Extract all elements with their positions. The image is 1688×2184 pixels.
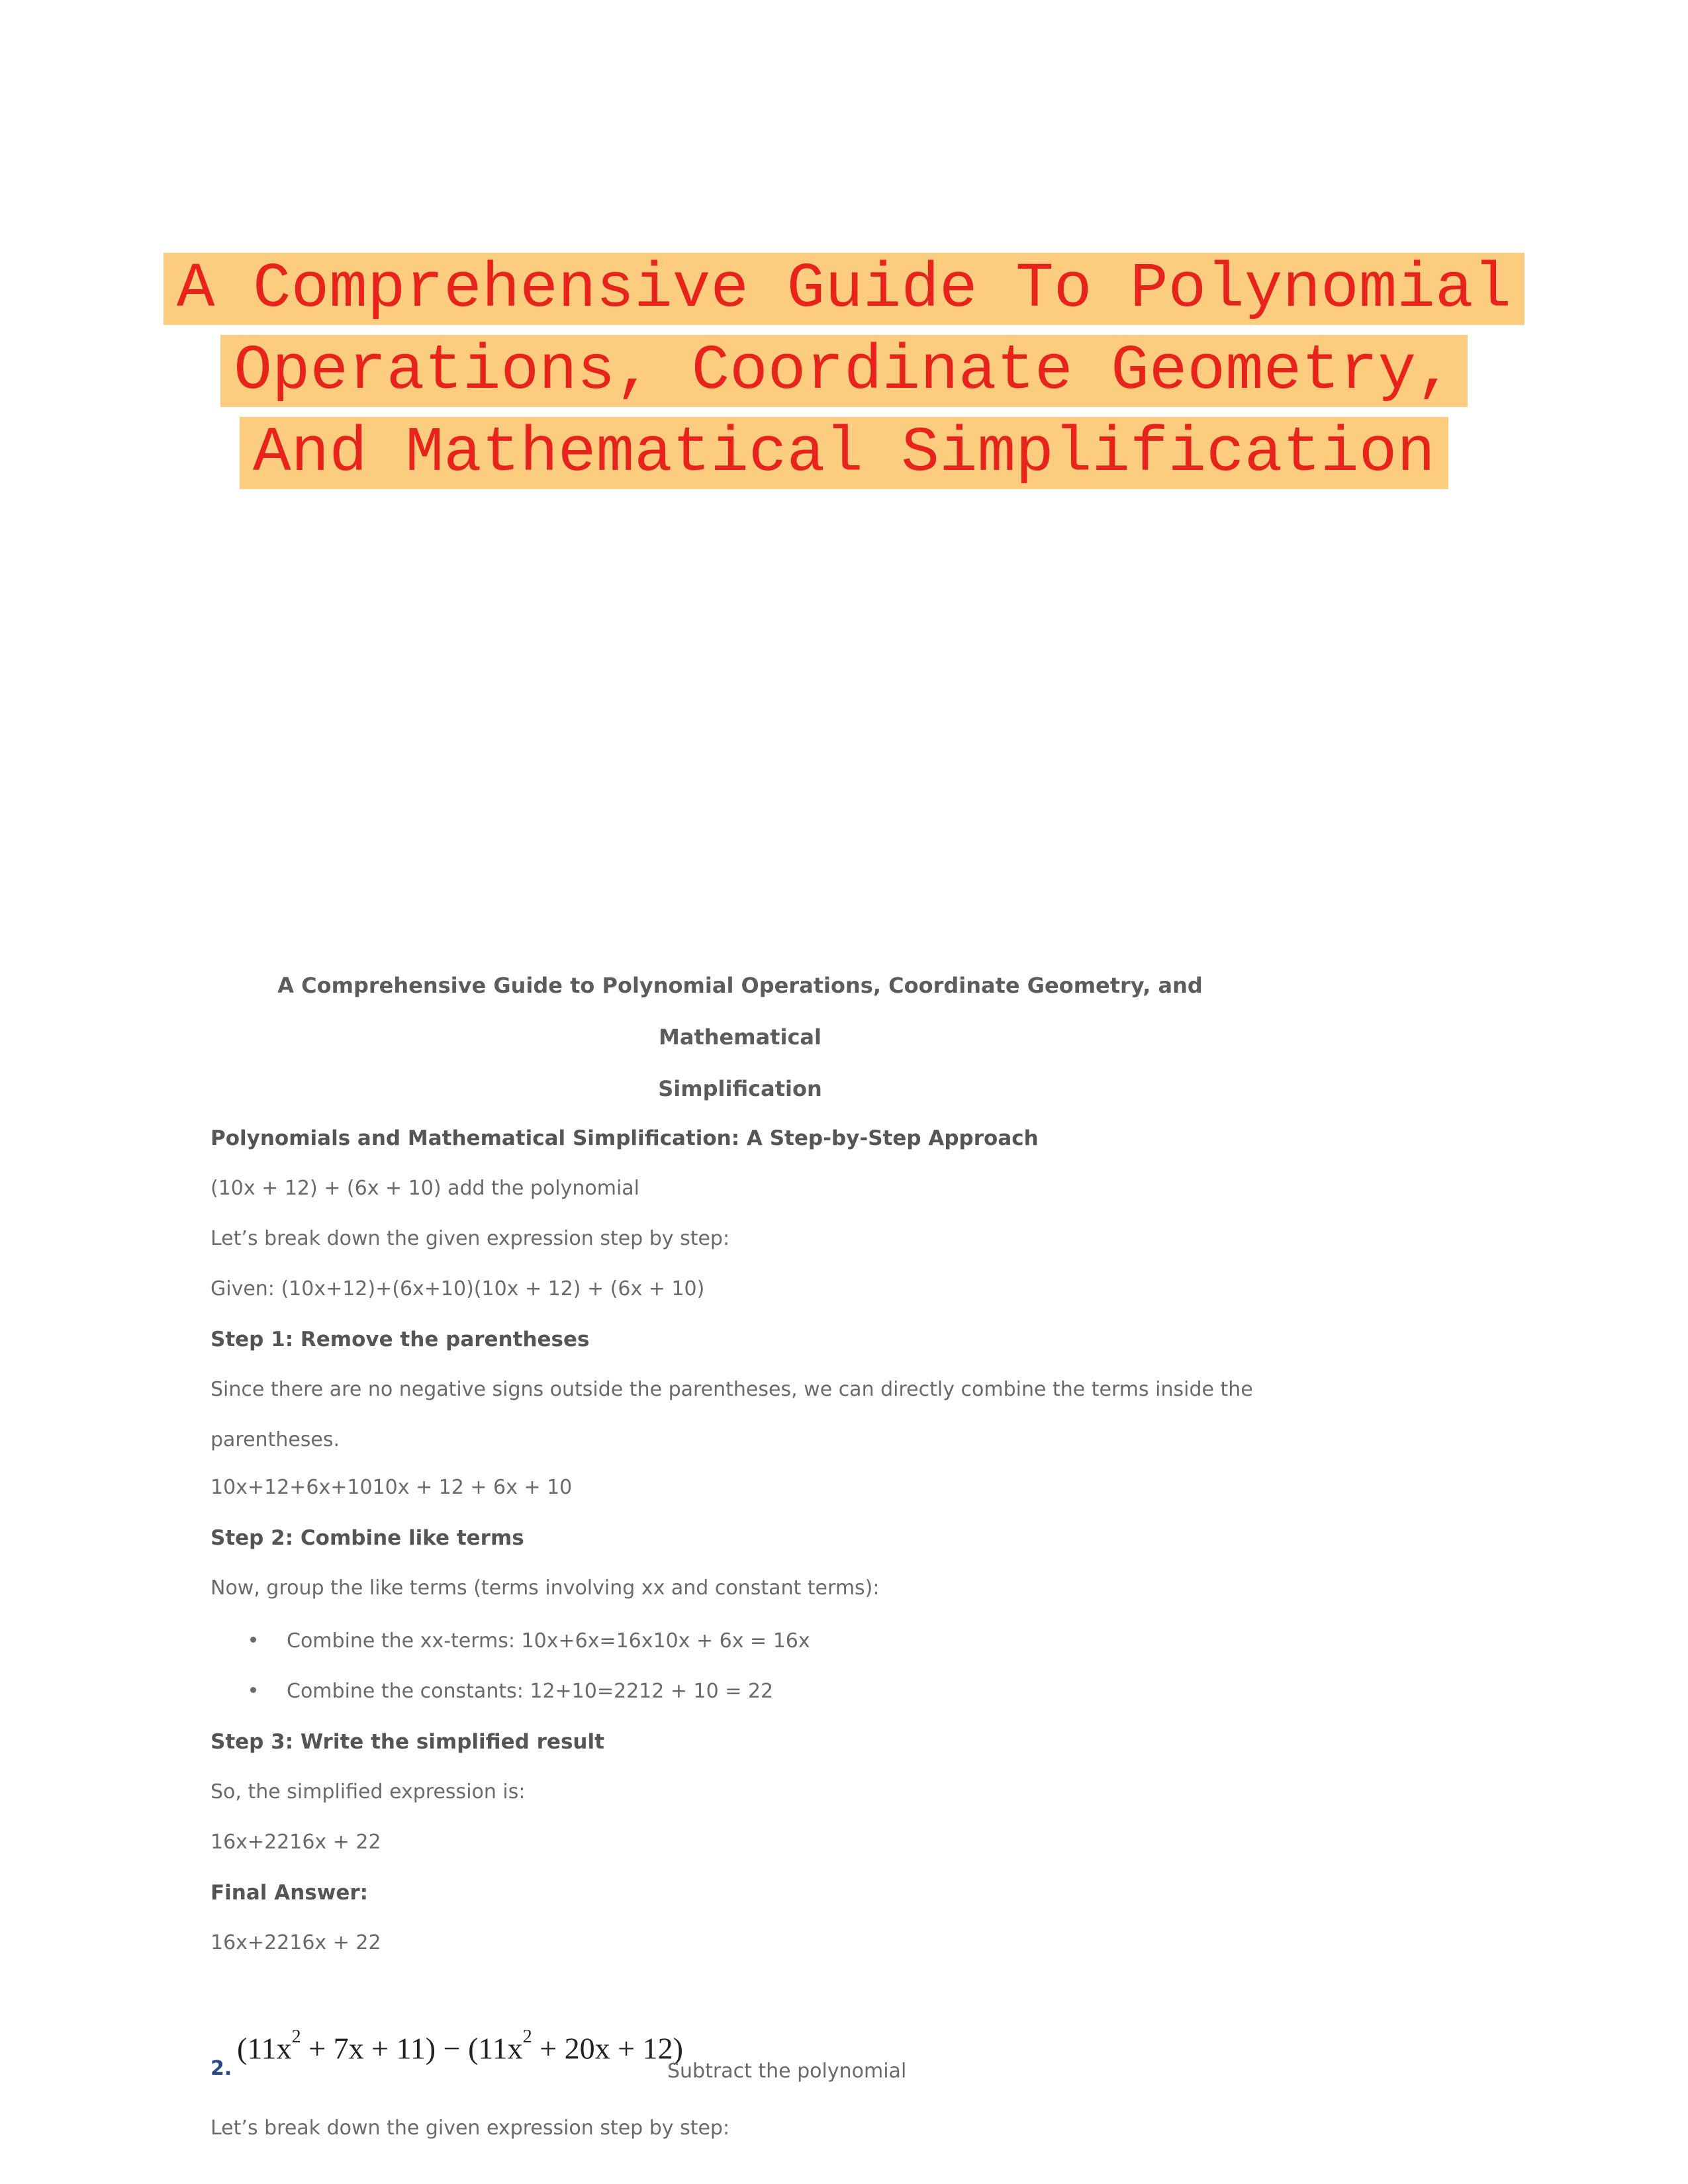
step-1-heading: Step 1: Remove the parentheses — [211, 1328, 590, 1351]
step-2-text: Now, group the like terms (terms involving xx and constant terms): — [211, 1576, 880, 1600]
list-item-text: Combine the constants: 12+10=2212 + 10 = 22 — [287, 1680, 774, 1703]
problem-2-math-expression: $(11x^2 + 7x + 11) - (11x^2 + 20x + 12)$ — [237, 2026, 683, 2066]
intro-text-2: Let’s break down the given expression step by step: — [211, 2116, 730, 2140]
step-1-text-line-2: parentheses. — [211, 1428, 340, 1451]
final-answer-heading: Final Answer: — [211, 1881, 369, 1905]
cover-title — [0, 248, 1688, 494]
bullet-icon — [250, 1687, 256, 1693]
document-title-line-2: Simplification — [658, 1076, 822, 1101]
document-title — [211, 960, 1270, 1115]
list-item — [250, 1678, 773, 1705]
problem-2-number: 2. — [211, 2057, 232, 2080]
list-item-text: Combine the xx-terms: 10x+6x=16x10x + 6x = 16x — [287, 1629, 810, 1653]
step-3-text: So, the simplified expression is: — [211, 1780, 526, 1803]
problem-1-statement: (10x + 12) + (6x + 10) add the polynomial — [211, 1177, 640, 1200]
intro-text-1: Let’s break down the given expression step by step: — [211, 1227, 730, 1250]
step-2-heading: Step 2: Combine like terms — [211, 1526, 524, 1550]
cover-title-line-1: A Comprehensive Guide To Polynomial — [0, 248, 1688, 330]
step-3-heading: Step 3: Write the simplified result — [211, 1730, 604, 1754]
final-answer-expression: 16x+2216x + 22 — [211, 1931, 381, 1954]
section-heading: Polynomials and Mathematical Simplification: A Step-by-Step Approach — [211, 1126, 1039, 1150]
given-expression: Given: (10x+12)+(6x+10)(10x + 12) + (6x + 10) — [211, 1277, 705, 1300]
list-item — [250, 1628, 810, 1655]
step-1-text-line-1: Since there are no negative signs outside the parentheses, we can directly combine the terms inside the — [211, 1378, 1253, 1401]
problem-2-note: Subtract the polynomial — [667, 2060, 907, 2083]
cover-title-line-3: And Mathematical Simplification — [0, 412, 1688, 494]
document-title-line-1: A Comprehensive Guide to Polynomial Operations, Coordinate Geometry, and Mathematical — [277, 973, 1203, 1050]
problem-2-row — [211, 2023, 1203, 2089]
bullet-icon — [250, 1637, 256, 1643]
step-3-expression: 16x+2216x + 22 — [211, 1831, 381, 1854]
cover-title-line-2: Operations, Coordinate Geometry, — [0, 330, 1688, 412]
step-1-expression: 10x+12+6x+1010x + 12 + 6x + 10 — [211, 1476, 573, 1499]
